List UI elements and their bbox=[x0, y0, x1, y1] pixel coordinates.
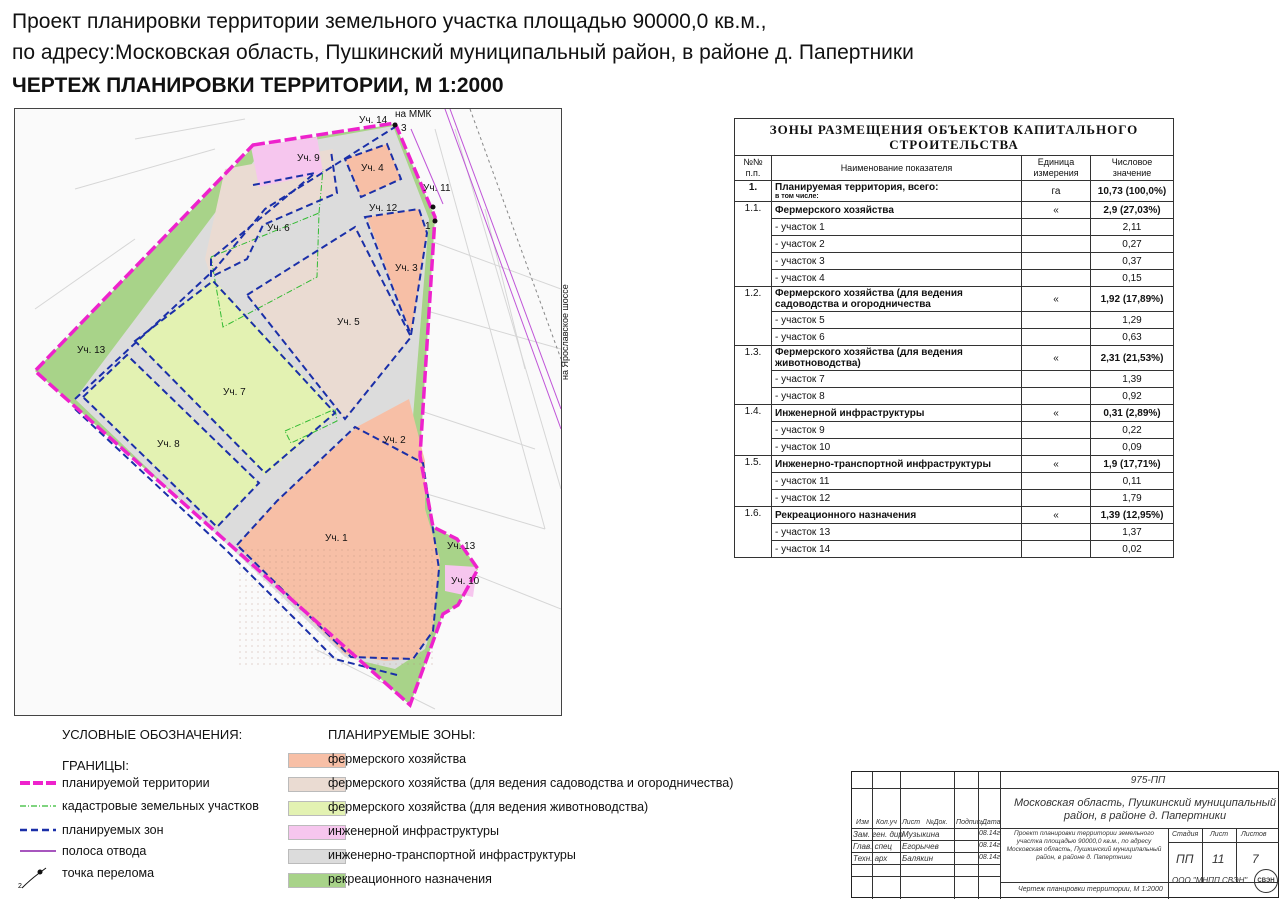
stage-header: Стадия bbox=[1172, 831, 1199, 838]
row-name bbox=[772, 405, 1022, 422]
row-name-text: - участок 8 bbox=[775, 390, 825, 402]
row-unit bbox=[1022, 490, 1091, 507]
row-name bbox=[772, 439, 1022, 456]
table-row bbox=[735, 456, 1174, 473]
table-header-row bbox=[735, 156, 1174, 181]
label-plot-11: Уч. 11 bbox=[423, 183, 451, 194]
row-name bbox=[772, 507, 1022, 524]
person-3: Балякин bbox=[902, 854, 933, 863]
legend-heading: УСЛОВНЫЕ ОБОЗНАЧЕНИЯ: bbox=[62, 727, 243, 742]
row-value: 0,37 bbox=[1091, 253, 1174, 270]
row-name-text: - участок 13 bbox=[775, 526, 831, 538]
col-header-ndoc: №Док. bbox=[926, 819, 948, 826]
label-plot-13-west: Уч. 13 bbox=[77, 345, 106, 356]
row-name bbox=[772, 541, 1022, 558]
legend-zone-transport: инженерно-транспортной инфраструктуры bbox=[328, 848, 576, 862]
sheets-value: 7 bbox=[1252, 852, 1259, 866]
row-name-text: Рекреационного назначения bbox=[775, 509, 917, 521]
label-plot-8: Уч. 8 bbox=[157, 439, 180, 450]
row-value: 2,11 bbox=[1091, 219, 1174, 236]
table-row bbox=[735, 253, 1174, 270]
label-plot-4: Уч. 4 bbox=[361, 163, 384, 174]
row-name bbox=[772, 490, 1022, 507]
table-row bbox=[735, 439, 1174, 456]
table-row bbox=[735, 329, 1174, 346]
row-name bbox=[772, 270, 1022, 287]
col-header-unit: Единица измерения bbox=[1022, 156, 1091, 181]
project-title-line-1: Проект планировки территории земельного участка площадью 90000,0 кв.м., bbox=[12, 10, 767, 33]
row-name-text: - участок 2 bbox=[775, 238, 825, 250]
row-unit bbox=[1022, 439, 1091, 456]
person-1: Музыкина bbox=[902, 830, 940, 839]
table-row bbox=[735, 388, 1174, 405]
row-name-text: - участок 4 bbox=[775, 272, 825, 284]
col-header-name: Наименование показателя bbox=[772, 156, 1022, 181]
row-number: 1.4. bbox=[735, 405, 772, 456]
row-value: 0,31 (2,89%) bbox=[1091, 405, 1174, 422]
location-text: Московская область, Пушкинский муниципальный район, в районе д. Папертники bbox=[1013, 797, 1277, 822]
table-row bbox=[735, 405, 1174, 422]
table-row bbox=[735, 202, 1174, 219]
row-name-text: Фермерского хозяйства (для ведения садоводства и огородничества bbox=[775, 288, 963, 310]
row-value: 0,11 bbox=[1091, 473, 1174, 490]
row-unit: « bbox=[1022, 405, 1091, 422]
row-unit: « bbox=[1022, 346, 1091, 371]
legend-bound-breakpoint: точка перелома bbox=[62, 866, 155, 880]
zones-line-sample bbox=[20, 823, 56, 837]
row-name bbox=[772, 202, 1022, 219]
row-name-text: Фермерского хозяйства (для ведения животноводства) bbox=[775, 347, 963, 369]
col-header-sign: Подпись bbox=[956, 819, 984, 826]
row-name bbox=[772, 312, 1022, 329]
row-number: 1.1. bbox=[735, 202, 772, 287]
row-name-text: - участок 11 bbox=[775, 475, 830, 487]
row-name-text: - участок 14 bbox=[775, 543, 831, 555]
table-row bbox=[735, 270, 1174, 287]
row-name-text: - участок 1 bbox=[775, 221, 825, 233]
zones-table bbox=[734, 118, 1174, 558]
row-number: 1.6. bbox=[735, 507, 772, 558]
row-unit bbox=[1022, 422, 1091, 439]
table-row bbox=[735, 422, 1174, 439]
label-plot-7: Уч. 7 bbox=[223, 387, 246, 398]
legend-bound-cadastral: кадастровые земельных участков bbox=[62, 799, 259, 813]
row-unit: « bbox=[1022, 507, 1091, 524]
row-name-text: Инженерно-транспортной инфраструктуры bbox=[775, 458, 992, 470]
col-header-list: Лист bbox=[902, 819, 921, 826]
legend-zone-farming: фермерского хозяйства bbox=[328, 752, 467, 766]
row-unit bbox=[1022, 371, 1091, 388]
row-name-text: - участок 10 bbox=[775, 441, 831, 453]
row-value: 1,92 (17,89%) bbox=[1091, 287, 1174, 312]
role-2: Глав. спец bbox=[853, 842, 893, 851]
legend-bound-territory: планируемой территории bbox=[62, 776, 210, 790]
row-unit: « bbox=[1022, 456, 1091, 473]
sheet-header: Лист bbox=[1210, 831, 1229, 838]
highway-label: на Ярославское шоссе bbox=[560, 284, 570, 380]
date-3: 08.14г. bbox=[979, 854, 1002, 861]
highway-line bbox=[470, 109, 561, 359]
table-row bbox=[735, 346, 1174, 371]
row-name bbox=[772, 329, 1022, 346]
row-value: 2,9 (27,03%) bbox=[1091, 202, 1174, 219]
project-desc: Проект планировки территории земельного участка площадью 90000,0 кв.м., по адресу Московская область, Пушкинский муниципальный район, в районе д. Папертники bbox=[1006, 830, 1162, 861]
stage-value: ПП bbox=[1176, 852, 1194, 866]
territory-line-sample bbox=[20, 776, 56, 790]
row-value: 0,02 bbox=[1091, 541, 1174, 558]
legend-zone-engineering: инженерной инфраструктуры bbox=[328, 824, 499, 838]
row-value: 0,92 bbox=[1091, 388, 1174, 405]
row-value: 0,63 bbox=[1091, 329, 1174, 346]
table-row bbox=[735, 541, 1174, 558]
row-name bbox=[772, 219, 1022, 236]
row-name bbox=[772, 371, 1022, 388]
row-unit bbox=[1022, 236, 1091, 253]
label-plot-2: Уч. 2 bbox=[383, 435, 406, 446]
legend-bound-rightofway: полоса отвода bbox=[62, 844, 147, 858]
date-1: 08.14г. bbox=[979, 830, 1002, 837]
table-row bbox=[735, 312, 1174, 329]
planning-map-svg bbox=[15, 109, 561, 715]
row-name-text: - участок 7 bbox=[775, 373, 825, 385]
rightofway-line-sample bbox=[20, 844, 56, 858]
row-name-text: - участок 5 bbox=[775, 314, 825, 326]
row-unit bbox=[1022, 253, 1091, 270]
table-row bbox=[735, 287, 1174, 312]
row-number: 1.2. bbox=[735, 287, 772, 346]
row-number: 1. bbox=[735, 181, 772, 202]
row-name bbox=[772, 388, 1022, 405]
label-plot-9: Уч. 9 bbox=[297, 153, 320, 164]
label-plot-3: Уч. 3 bbox=[395, 263, 418, 274]
project-title-line-2: по адресу:Московская область, Пушкинский муниципальный район, в районе д. Папертники bbox=[12, 41, 914, 64]
breakpoint-a bbox=[431, 205, 436, 210]
row-name-text: - участок 12 bbox=[775, 492, 831, 504]
person-2: Егорычев bbox=[902, 842, 939, 851]
row-value: 1,39 (12,95%) bbox=[1091, 507, 1174, 524]
legend-zones-heading: ПЛАНИРУЕМЫЕ ЗОНЫ: bbox=[328, 727, 476, 742]
marker-1: 1 bbox=[425, 221, 431, 232]
row-value: 1,29 bbox=[1091, 312, 1174, 329]
col-header-value: Числовое значение bbox=[1091, 156, 1174, 181]
sheet-value: 11 bbox=[1212, 852, 1225, 866]
legend-bound-zones: планируемых зон bbox=[62, 823, 164, 837]
date-2: 08.14г. bbox=[979, 842, 1002, 849]
role-3: Техн. арх bbox=[853, 854, 888, 863]
row-name-text: - участок 3 bbox=[775, 255, 825, 267]
table-row bbox=[735, 473, 1174, 490]
breakpoint-3 bbox=[393, 123, 398, 128]
marker-3: 3 bbox=[401, 123, 407, 134]
legend-zone-livestock: фермерского хозяйства (для ведения животноводства) bbox=[328, 800, 649, 814]
row-name bbox=[772, 287, 1022, 312]
row-number: 1.5. bbox=[735, 456, 772, 507]
table-body bbox=[735, 181, 1174, 558]
col-header-num: №№ п.п. bbox=[735, 156, 772, 181]
org-logo: СВЭН bbox=[1254, 869, 1278, 893]
cadastral-line-sample bbox=[20, 799, 56, 813]
breakpoint-1 bbox=[433, 219, 438, 224]
table-title: ЗОНЫ РАЗМЕЩЕНИЯ ОБЪЕКТОВ КАПИТАЛЬНОГО СТРОИТЕЛЬСТВА bbox=[735, 119, 1174, 156]
row-value: 0,09 bbox=[1091, 439, 1174, 456]
map-top-label: на ММК bbox=[395, 109, 432, 120]
row-unit bbox=[1022, 312, 1091, 329]
row-unit: « bbox=[1022, 202, 1091, 219]
table-row bbox=[735, 524, 1174, 541]
table-row bbox=[735, 181, 1174, 202]
row-name bbox=[772, 473, 1022, 490]
col-header-koluch: Кол.уч bbox=[876, 819, 897, 826]
row-name-text: - участок 6 bbox=[775, 331, 825, 343]
doc-code: 975-ПП bbox=[1130, 775, 1166, 786]
row-value: 1,39 bbox=[1091, 371, 1174, 388]
org-name: ООО "МНПП СВЭН" bbox=[1172, 876, 1248, 885]
row-unit bbox=[1022, 219, 1091, 236]
row-name-text: Планируемая территория, всего: bbox=[775, 182, 939, 193]
row-unit bbox=[1022, 473, 1091, 490]
row-number: 1.3. bbox=[735, 346, 772, 405]
row-name bbox=[772, 456, 1022, 473]
row-value: 2,31 (21,53%) bbox=[1091, 346, 1174, 371]
col-header-izm: Изм bbox=[856, 819, 869, 826]
row-name-text: Инженерной инфраструктуры bbox=[775, 407, 925, 419]
table-row bbox=[735, 507, 1174, 524]
row-unit bbox=[1022, 524, 1091, 541]
row-name bbox=[772, 524, 1022, 541]
row-name bbox=[772, 422, 1022, 439]
legend-bounds-heading: ГРАНИЦЫ: bbox=[62, 758, 129, 773]
row-name-text: Фермерского хозяйства bbox=[775, 204, 894, 216]
col-header-date: Дата bbox=[982, 819, 1001, 826]
label-plot-14: Уч. 14 bbox=[359, 115, 388, 126]
row-value: 1,79 bbox=[1091, 490, 1174, 507]
row-value: 10,73 (100,0%) bbox=[1091, 181, 1174, 202]
row-unit: « bbox=[1022, 287, 1091, 312]
row-name-text: - участок 9 bbox=[775, 424, 825, 436]
row-value: 0,22 bbox=[1091, 422, 1174, 439]
row-note: в том числе: bbox=[775, 193, 819, 200]
row-unit bbox=[1022, 388, 1091, 405]
row-value: 1,9 (17,71%) bbox=[1091, 456, 1174, 473]
label-plot-13-east: Уч. 13 bbox=[447, 541, 476, 552]
legend-zone-gardening: фермерского хозяйства (для ведения садоводства и огородничества) bbox=[328, 776, 734, 790]
row-unit bbox=[1022, 541, 1091, 558]
row-value: 1,37 bbox=[1091, 524, 1174, 541]
label-plot-1: Уч. 1 bbox=[325, 533, 348, 544]
row-name bbox=[772, 181, 1022, 202]
breakpoint-sample-number: 2 bbox=[18, 883, 22, 890]
table-row bbox=[735, 490, 1174, 507]
row-unit bbox=[1022, 270, 1091, 287]
table-row bbox=[735, 236, 1174, 253]
plot-1-texture bbox=[237, 545, 437, 665]
title-block bbox=[851, 771, 1279, 898]
row-name bbox=[772, 253, 1022, 270]
sheets-header: Листов bbox=[1241, 831, 1267, 838]
label-plot-6: Уч. 6 bbox=[267, 223, 290, 234]
row-unit: га bbox=[1022, 181, 1091, 202]
table-row bbox=[735, 219, 1174, 236]
table-row bbox=[735, 371, 1174, 388]
drawing-title: ЧЕРТЕЖ ПЛАНИРОВКИ ТЕРРИТОРИИ, М 1:2000 bbox=[12, 74, 504, 97]
row-name bbox=[772, 236, 1022, 253]
breakpoint-sample bbox=[16, 864, 56, 890]
planning-map bbox=[14, 108, 562, 716]
row-name bbox=[772, 346, 1022, 371]
right-of-way-lines bbox=[411, 109, 561, 429]
label-plot-12: Уч. 12 bbox=[369, 203, 398, 214]
sheet-name: Чертеж планировки территории, М 1:2000 bbox=[1018, 886, 1163, 893]
row-value: 0,15 bbox=[1091, 270, 1174, 287]
legend-zone-recreation: рекреационного назначения bbox=[328, 872, 492, 886]
label-plot-5: Уч. 5 bbox=[337, 317, 360, 328]
role-1: Зам. ген. дир bbox=[853, 830, 903, 839]
row-unit bbox=[1022, 329, 1091, 346]
row-value: 0,27 bbox=[1091, 236, 1174, 253]
label-plot-10: Уч. 10 bbox=[451, 576, 480, 587]
